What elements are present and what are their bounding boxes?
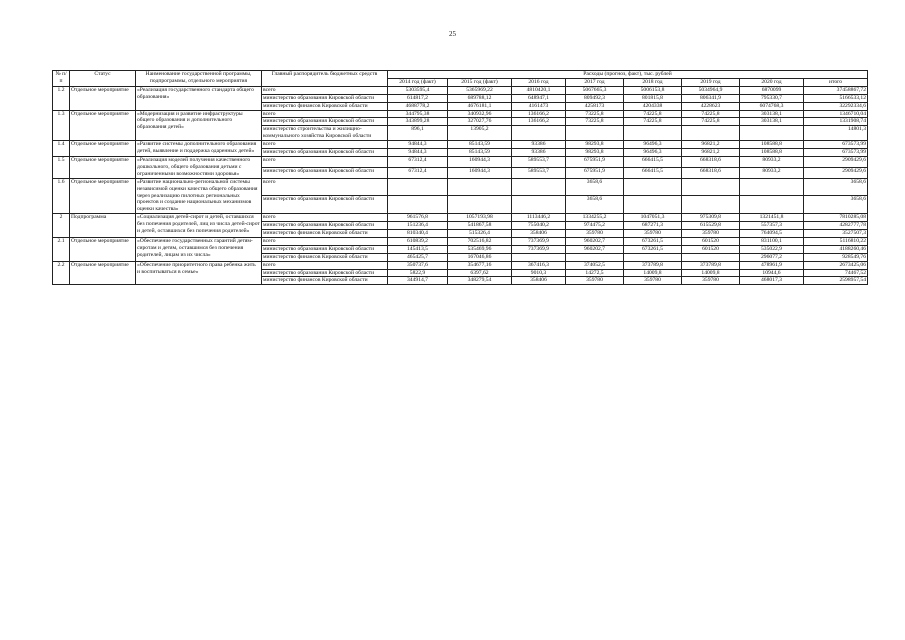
row-value: 1346710,04 — [804, 110, 868, 118]
row-value: 673261,5 — [624, 245, 682, 253]
row-value: 4688778,2 — [388, 102, 448, 110]
row-executor: всего — [262, 86, 388, 94]
row-value — [682, 178, 740, 196]
row-value: 5034964,9 — [682, 86, 740, 94]
row-value: 960202,7 — [566, 245, 624, 253]
row-value: 666415,5 — [624, 167, 682, 178]
row-value: 5365969,22 — [448, 86, 512, 94]
row-value: 343899,28 — [388, 118, 448, 126]
row-name: «Реализация государственного стандарта общего образования» — [136, 86, 262, 110]
row-value — [624, 178, 682, 196]
row-value: 4282777,78 — [804, 222, 868, 230]
row-value: 3527507,3 — [804, 230, 868, 238]
row-value: 344914,7 — [388, 277, 448, 285]
header-year: 2020 год — [740, 78, 804, 86]
row-value: 1334255,2 — [566, 214, 624, 222]
page-number: 25 — [449, 30, 456, 38]
row-value: 5822,9 — [388, 269, 448, 277]
row-num: 1.5 — [53, 156, 70, 178]
row-value — [740, 178, 804, 196]
row-value: 2598957,54 — [804, 277, 868, 285]
header-year: 2015 год (факт) — [448, 78, 512, 86]
row-value: 80933,2 — [740, 167, 804, 178]
row-status: Отдельное мероприятие — [70, 86, 136, 110]
row-num: 2.1 — [53, 237, 70, 261]
row-value: 145413,5 — [388, 245, 448, 253]
row-value: 4204338 — [624, 102, 682, 110]
row-value: 5006153,8 — [624, 86, 682, 94]
row-value: 359780 — [566, 230, 624, 238]
row-value: 151236,4 — [388, 222, 448, 230]
row-value: 468017,3 — [740, 277, 804, 285]
row-value: 961576,8 — [388, 214, 448, 222]
row-value: 74467,52 — [804, 269, 868, 277]
row-value: 689788,12 — [448, 94, 512, 102]
row-value: 85143,59 — [448, 141, 512, 149]
row-value: 14009,8 — [682, 269, 740, 277]
expenses-table — [52, 70, 868, 285]
row-value: 108588,8 — [740, 141, 804, 149]
row-value: 98293,8 — [566, 141, 624, 149]
header-year: 2019 год — [682, 78, 740, 86]
row-name: «Реализация моделей получения качественного дошкольного, общего образования детьми с ограниченными возможностями здоровья» — [136, 156, 262, 178]
table-header — [53, 71, 868, 87]
row-value: 373789,8 — [624, 261, 682, 269]
row-num: 2 — [53, 214, 70, 238]
table-row — [53, 214, 868, 222]
row-value: 73225,8 — [566, 118, 624, 126]
table-body — [53, 86, 868, 285]
row-value: 601520 — [682, 245, 740, 253]
row-value: 2673425,06 — [804, 261, 868, 269]
row-value — [388, 196, 448, 214]
row-name: «Развитие системы дополнительного образования детей, выявление и поддержка одаренных детей» — [136, 141, 262, 157]
row-value: 806341,9 — [682, 94, 740, 102]
row-value: 96821,2 — [682, 149, 740, 157]
row-value: 359780 — [624, 277, 682, 285]
row-value: 3658,6 — [804, 196, 868, 214]
row-value: 340932,96 — [448, 110, 512, 118]
row-value: 666415,5 — [624, 156, 682, 167]
row-value: 37458867,72 — [804, 86, 868, 94]
row-value: 160944,3 — [448, 156, 512, 167]
row-value: 465425,7 — [388, 253, 448, 261]
row-value: 359780 — [682, 277, 740, 285]
row-num: 1.4 — [53, 141, 70, 157]
row-value: 160944,3 — [448, 167, 512, 178]
row-value — [682, 196, 740, 214]
row-value: 615529,8 — [682, 222, 740, 230]
row-value — [624, 126, 682, 141]
row-executor: всего — [262, 141, 388, 149]
row-value — [682, 253, 740, 261]
row-value: 3658,6 — [566, 178, 624, 196]
row-executor: министерство образования Кировской области — [262, 167, 388, 178]
row-value: 1331908,74 — [804, 118, 868, 126]
row-value: 4188260,46 — [804, 245, 868, 253]
row-value: 74225,8 — [624, 118, 682, 126]
row-status: Отдельное мероприятие — [70, 261, 136, 285]
row-value — [566, 253, 624, 261]
header-expenses: Расходы (прогноз, факт), тыс. рублей — [388, 71, 868, 79]
row-value: 296077,2 — [740, 253, 804, 261]
table-row — [53, 141, 868, 149]
header-year: итого — [804, 78, 868, 86]
row-executor: министерство финансов Кировской области — [262, 277, 388, 285]
row-value: 668318,6 — [682, 156, 740, 167]
row-value: 94844,3 — [388, 141, 448, 149]
row-executor: всего — [262, 178, 388, 196]
row-executor: министерство образования Кировской области — [262, 149, 388, 157]
row-value: 348279,54 — [448, 277, 512, 285]
row-value — [512, 178, 566, 196]
row-value: 4258173 — [566, 102, 624, 110]
row-value: 673573,99 — [804, 141, 868, 149]
row-status: Отдельное мероприятие — [70, 110, 136, 141]
row-num: 1.6 — [53, 178, 70, 214]
row-value: 85143,59 — [448, 149, 512, 157]
row-value: 535469,96 — [448, 245, 512, 253]
row-value: 960202,7 — [566, 237, 624, 245]
table-row — [53, 110, 868, 118]
row-executor: всего — [262, 214, 388, 222]
row-executor: министерство образования Кировской области — [262, 269, 388, 277]
row-value: 374052,5 — [566, 261, 624, 269]
row-value: 136166,2 — [512, 118, 566, 126]
row-status: Отдельное мероприятие — [70, 141, 136, 157]
row-value: 5116810,22 — [804, 237, 868, 245]
row-value: 93386 — [512, 141, 566, 149]
row-value: 13905,2 — [448, 126, 512, 141]
row-value: 3658,6 — [566, 196, 624, 214]
row-value: 96496,3 — [624, 141, 682, 149]
row-executor: всего — [262, 110, 388, 118]
row-value: 589553,7 — [512, 156, 566, 167]
row-value: 2909429,6 — [804, 156, 868, 167]
row-value: 96496,3 — [624, 149, 682, 157]
row-value: 2909429,6 — [804, 167, 868, 178]
row-name: «Обеспечение государственных гарантий детям-сиротам и детям, оставшимся без попечения родителей, лицам из их числа» — [136, 237, 262, 261]
row-value: 73225,8 — [566, 110, 624, 118]
row-status: Отдельное мероприятие — [70, 237, 136, 261]
row-value: 359780 — [624, 230, 682, 238]
row-executor: министерство строительства и жилищно-коммунального хозяйства Кировской области — [262, 126, 388, 141]
row-value: 74225,8 — [682, 110, 740, 118]
row-value: 974475,2 — [566, 222, 624, 230]
row-value: 601520 — [682, 237, 740, 245]
header-executor: Главный распорядитель бюджетных средств — [262, 71, 388, 87]
row-name: «Социализация детей-сирот и детей, оставшихся без попечения родителей, лиц из числа детей-сирот и детей, оставшихся без попечения родителей» — [136, 214, 262, 238]
header-num: № п/п — [53, 71, 70, 87]
row-value: 557357,3 — [740, 222, 804, 230]
row-value: 801815,8 — [624, 94, 682, 102]
header-year: 2017 год — [566, 78, 624, 86]
row-value: 359780 — [682, 230, 740, 238]
table-row — [53, 86, 868, 94]
row-value — [388, 178, 448, 196]
row-value — [682, 126, 740, 141]
table-row — [53, 237, 868, 245]
row-value — [448, 196, 512, 214]
row-value: 809492,3 — [566, 94, 624, 102]
row-value: 9010,3 — [512, 269, 566, 277]
row-value: 896,1 — [388, 126, 448, 141]
row-value: 673573,99 — [804, 149, 868, 157]
row-value: 6074768,3 — [740, 102, 804, 110]
row-value: 614817,2 — [388, 94, 448, 102]
row-value: 675951,9 — [566, 167, 624, 178]
row-value: 4161473 — [512, 102, 566, 110]
row-executor: всего — [262, 237, 388, 245]
row-value: 4676181,1 — [448, 102, 512, 110]
header-year: 2014 год (факт) — [388, 78, 448, 86]
row-value: 737369,9 — [512, 237, 566, 245]
row-value: 5067665,3 — [566, 86, 624, 94]
row-num: 1.3 — [53, 110, 70, 141]
row-value: 98293,8 — [566, 149, 624, 157]
row-value: 478961,9 — [740, 261, 804, 269]
row-executor: всего — [262, 156, 388, 167]
row-name: «Обеспечение приоритетного права ребенка жить и воспитываться в семье» — [136, 261, 262, 285]
row-value: 1113446,2 — [512, 214, 566, 222]
row-executor: всего — [262, 261, 388, 269]
row-value: 67312,4 — [388, 167, 448, 178]
row-value — [624, 253, 682, 261]
row-value: 687271,3 — [624, 222, 682, 230]
row-executor: министерство образования Кировской области — [262, 118, 388, 126]
row-value: 541867,58 — [448, 222, 512, 230]
row-value: 737369,9 — [512, 245, 566, 253]
row-executor: министерство образования Кировской области — [262, 222, 388, 230]
row-value — [512, 253, 566, 261]
row-value: 373789,8 — [682, 261, 740, 269]
row-value: 764094,5 — [740, 230, 804, 238]
row-value: 4228623 — [682, 102, 740, 110]
row-value: 6870099 — [740, 86, 804, 94]
row-value: 14272,5 — [566, 269, 624, 277]
row-value: 755040,2 — [512, 222, 566, 230]
row-executor: министерство образования Кировской области — [262, 94, 388, 102]
row-name: «Развитие национально-региональной системы независимой оценки качества общего образования через реализацию пилотных региональных проектов и создание национальных механизмов оценки качества» — [136, 178, 262, 214]
row-value: 367416,3 — [512, 261, 566, 269]
row-value: 358406 — [512, 277, 566, 285]
row-status: Отдельное мероприятие — [70, 156, 136, 178]
row-value: 167046,86 — [448, 253, 512, 261]
row-value — [566, 126, 624, 141]
row-value: 535022,9 — [740, 245, 804, 253]
header-name: Наименование государственной программы, подпрограммы, отдельного мероприятия — [136, 71, 262, 87]
row-value: 673261,5 — [624, 237, 682, 245]
row-value: 67312,4 — [388, 156, 448, 167]
row-value: 515326,4 — [448, 230, 512, 238]
row-num: 2.2 — [53, 261, 70, 285]
row-value: 928549,76 — [804, 253, 868, 261]
row-value: 94844,3 — [388, 149, 448, 157]
row-value — [740, 126, 804, 141]
row-value: 5303595,4 — [388, 86, 448, 94]
row-value: 327027,76 — [448, 118, 512, 126]
row-value: 1047051,3 — [624, 214, 682, 222]
row-status: Отдельное мероприятие — [70, 178, 136, 214]
row-value — [512, 196, 566, 214]
row-value: 303138,1 — [740, 110, 804, 118]
row-value — [448, 178, 512, 196]
row-value: 74225,8 — [624, 110, 682, 118]
row-value: 648947,1 — [512, 94, 566, 102]
row-value: 80933,2 — [740, 156, 804, 167]
row-value: 74225,8 — [682, 118, 740, 126]
row-value: 136166,2 — [512, 110, 566, 118]
header-status: Статус — [70, 71, 136, 87]
row-value — [624, 196, 682, 214]
row-value: 303138,1 — [740, 118, 804, 126]
row-value: 795330,7 — [740, 94, 804, 102]
row-executor: министерство финансов Кировской области — [262, 102, 388, 110]
row-value: 668318,6 — [682, 167, 740, 178]
row-executor: министерство финансов Кировской области — [262, 253, 388, 261]
row-value: 108588,8 — [740, 149, 804, 157]
row-value: 344795,38 — [388, 110, 448, 118]
table-row — [53, 178, 868, 196]
row-value: 702516,82 — [448, 237, 512, 245]
row-value: 6397,62 — [448, 269, 512, 277]
row-value: 610839,2 — [388, 237, 448, 245]
row-value: 93386 — [512, 149, 566, 157]
header-year: 2016 год — [512, 78, 566, 86]
table-row — [53, 261, 868, 269]
row-value: 32292334,6 — [804, 102, 868, 110]
row-executor: министерство образования Кировской области — [262, 245, 388, 253]
header-year: 2018 год — [624, 78, 682, 86]
row-value: 810340,4 — [388, 230, 448, 238]
row-value: 96821,2 — [682, 141, 740, 149]
row-value: 350737,6 — [388, 261, 448, 269]
row-value: 10944,6 — [740, 269, 804, 277]
row-value — [740, 196, 804, 214]
row-value: 354677,16 — [448, 261, 512, 269]
row-value: 3658,6 — [804, 178, 868, 196]
row-value: 14801,3 — [804, 126, 868, 141]
row-value: 675951,9 — [566, 156, 624, 167]
row-value: 5166533,12 — [804, 94, 868, 102]
row-value: 14009,8 — [624, 269, 682, 277]
row-value: 975309,8 — [682, 214, 740, 222]
row-num: 1.2 — [53, 86, 70, 110]
row-value: 359780 — [566, 277, 624, 285]
row-value: 358406 — [512, 230, 566, 238]
row-name: «Модернизация и развитие инфраструктуры общего образования и дополнительного образования детей» — [136, 110, 262, 141]
row-value: 4810420,1 — [512, 86, 566, 94]
row-value — [512, 126, 566, 141]
row-value: 1321451,8 — [740, 214, 804, 222]
row-value: 589553,7 — [512, 167, 566, 178]
row-value: 7810285,08 — [804, 214, 868, 222]
row-status: Подпрограмма — [70, 214, 136, 238]
row-value: 1057193,98 — [448, 214, 512, 222]
row-executor: министерство образования Кировской области — [262, 196, 388, 214]
table-row — [53, 156, 868, 167]
row-value: 831100,1 — [740, 237, 804, 245]
row-executor: министерство финансов Кировской области — [262, 230, 388, 238]
